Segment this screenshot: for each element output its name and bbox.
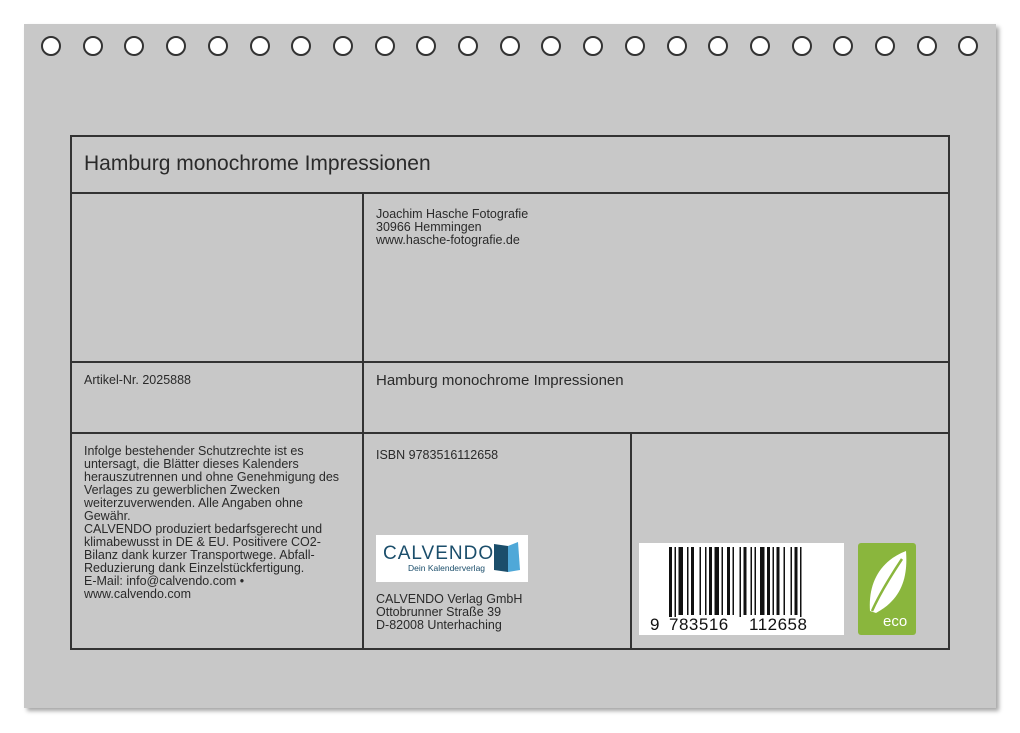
binding-ring — [41, 36, 61, 56]
binding-ring — [917, 36, 937, 56]
barcode-bar — [760, 547, 765, 615]
binding-ring — [792, 36, 812, 56]
publisher-line: CALVENDO Verlag GmbH — [376, 592, 523, 606]
legal-line: Bilanz dank kurzer Transportwege. Abfall- — [84, 548, 315, 562]
binding-ring — [375, 36, 395, 56]
divider — [72, 361, 948, 363]
barcode-bar — [691, 547, 694, 615]
binding-ring — [416, 36, 436, 56]
legal-line: klimabewusst in DE & EU. Positivere CO2- — [84, 535, 321, 549]
logo-tagline: Dein Kalenderverlag — [408, 563, 486, 573]
binding-ring — [583, 36, 603, 56]
barcode-bar — [800, 547, 802, 617]
author-line: 30966 Hemmingen — [376, 220, 482, 234]
binding-ring — [958, 36, 978, 56]
isbn-label: ISBN 9783516112658 — [376, 448, 499, 462]
binding-ring — [708, 36, 728, 56]
barcode-bar — [791, 547, 793, 615]
article-title: Hamburg monochrome Impressionen — [376, 372, 624, 389]
publisher-line: D-82008 Unterhaching — [376, 618, 502, 632]
barcode-bar — [675, 547, 677, 617]
eco-badge — [858, 543, 916, 635]
legal-line: herauszutrennen und ohne Genehmigung des — [84, 470, 340, 484]
binding-ring — [625, 36, 645, 56]
binding-ring — [458, 36, 478, 56]
publisher-block — [376, 593, 522, 632]
binding-ring — [541, 36, 561, 56]
legal-line: www.calvendo.com — [84, 587, 191, 601]
legal-line: untersagt, die Blätter dieses Kalenders — [84, 457, 299, 471]
binding-ring — [250, 36, 270, 56]
barcode-bar — [767, 547, 770, 615]
calvendo-logo — [376, 535, 528, 582]
barcode-bar — [751, 547, 753, 615]
binding-ring — [333, 36, 353, 56]
barcode-bar — [784, 547, 786, 615]
barcode-digits-right: 112658 — [749, 615, 808, 634]
info-frame — [70, 135, 950, 650]
article-number: Artikel-Nr. 2025888 — [84, 373, 192, 387]
binding-ring — [124, 36, 144, 56]
barcode-bar — [715, 547, 720, 615]
barcode-bar — [679, 547, 684, 615]
barcode-bar — [705, 547, 707, 615]
barcode-bar — [795, 547, 798, 615]
legal-line: Gewähr. — [84, 509, 131, 523]
divider — [72, 432, 948, 434]
barcode-bar — [709, 547, 712, 615]
binding-ring — [667, 36, 687, 56]
barcode-digits-left: 783516 — [669, 615, 729, 634]
barcode-bar — [722, 547, 724, 615]
barcode-bar — [773, 547, 775, 615]
binding-ring — [83, 36, 103, 56]
author-line: Joachim Hasche Fotografie — [376, 207, 529, 221]
author-line: www.hasche-fotografie.de — [376, 233, 520, 247]
spiral-binding — [24, 36, 996, 60]
barcode-digit-first: 9 — [650, 615, 660, 634]
binding-ring — [166, 36, 186, 56]
calvendo-mark-icon — [492, 540, 522, 574]
binding-ring — [208, 36, 228, 56]
binding-ring — [500, 36, 520, 56]
legal-line: CALVENDO produziert bedarfsgerecht und — [84, 522, 323, 536]
barcode-bar — [687, 547, 689, 615]
legal-line: weiterzuverwenden. Alle Angaben ohne — [84, 496, 303, 510]
eco-label: eco — [883, 613, 908, 630]
header-title: Hamburg monochrome Impressionen — [84, 152, 431, 175]
legal-line: Infolge bestehender Schutzrechte ist es — [84, 444, 304, 458]
barcode-bar — [755, 547, 757, 615]
barcode-bar — [669, 547, 672, 617]
legal-line: E-Mail: info@calvendo.com • — [84, 574, 245, 588]
logo-brand: CALVENDO — [383, 543, 495, 564]
legal-text — [84, 445, 339, 601]
barcode — [639, 543, 844, 635]
barcode-bar — [727, 547, 730, 615]
binding-ring — [833, 36, 853, 56]
barcode-bar — [700, 547, 702, 615]
barcode-bar — [740, 547, 742, 617]
legal-line: Verlages zu gewerblichen Zwecken — [84, 483, 280, 497]
binding-ring — [875, 36, 895, 56]
barcode-bar — [733, 547, 735, 615]
author-block — [376, 208, 528, 247]
binding-ring — [750, 36, 770, 56]
barcode-bars-icon — [639, 543, 844, 617]
calendar-back-page — [24, 24, 996, 708]
divider — [362, 194, 364, 648]
divider — [630, 434, 632, 648]
publisher-line: Ottobrunner Straße 39 — [376, 605, 502, 619]
binding-ring — [291, 36, 311, 56]
barcode-bar — [777, 547, 780, 615]
legal-line: Reduzierung dank Einzelstückfertigung. — [84, 561, 305, 575]
divider — [72, 192, 948, 194]
barcode-bar — [744, 547, 747, 615]
